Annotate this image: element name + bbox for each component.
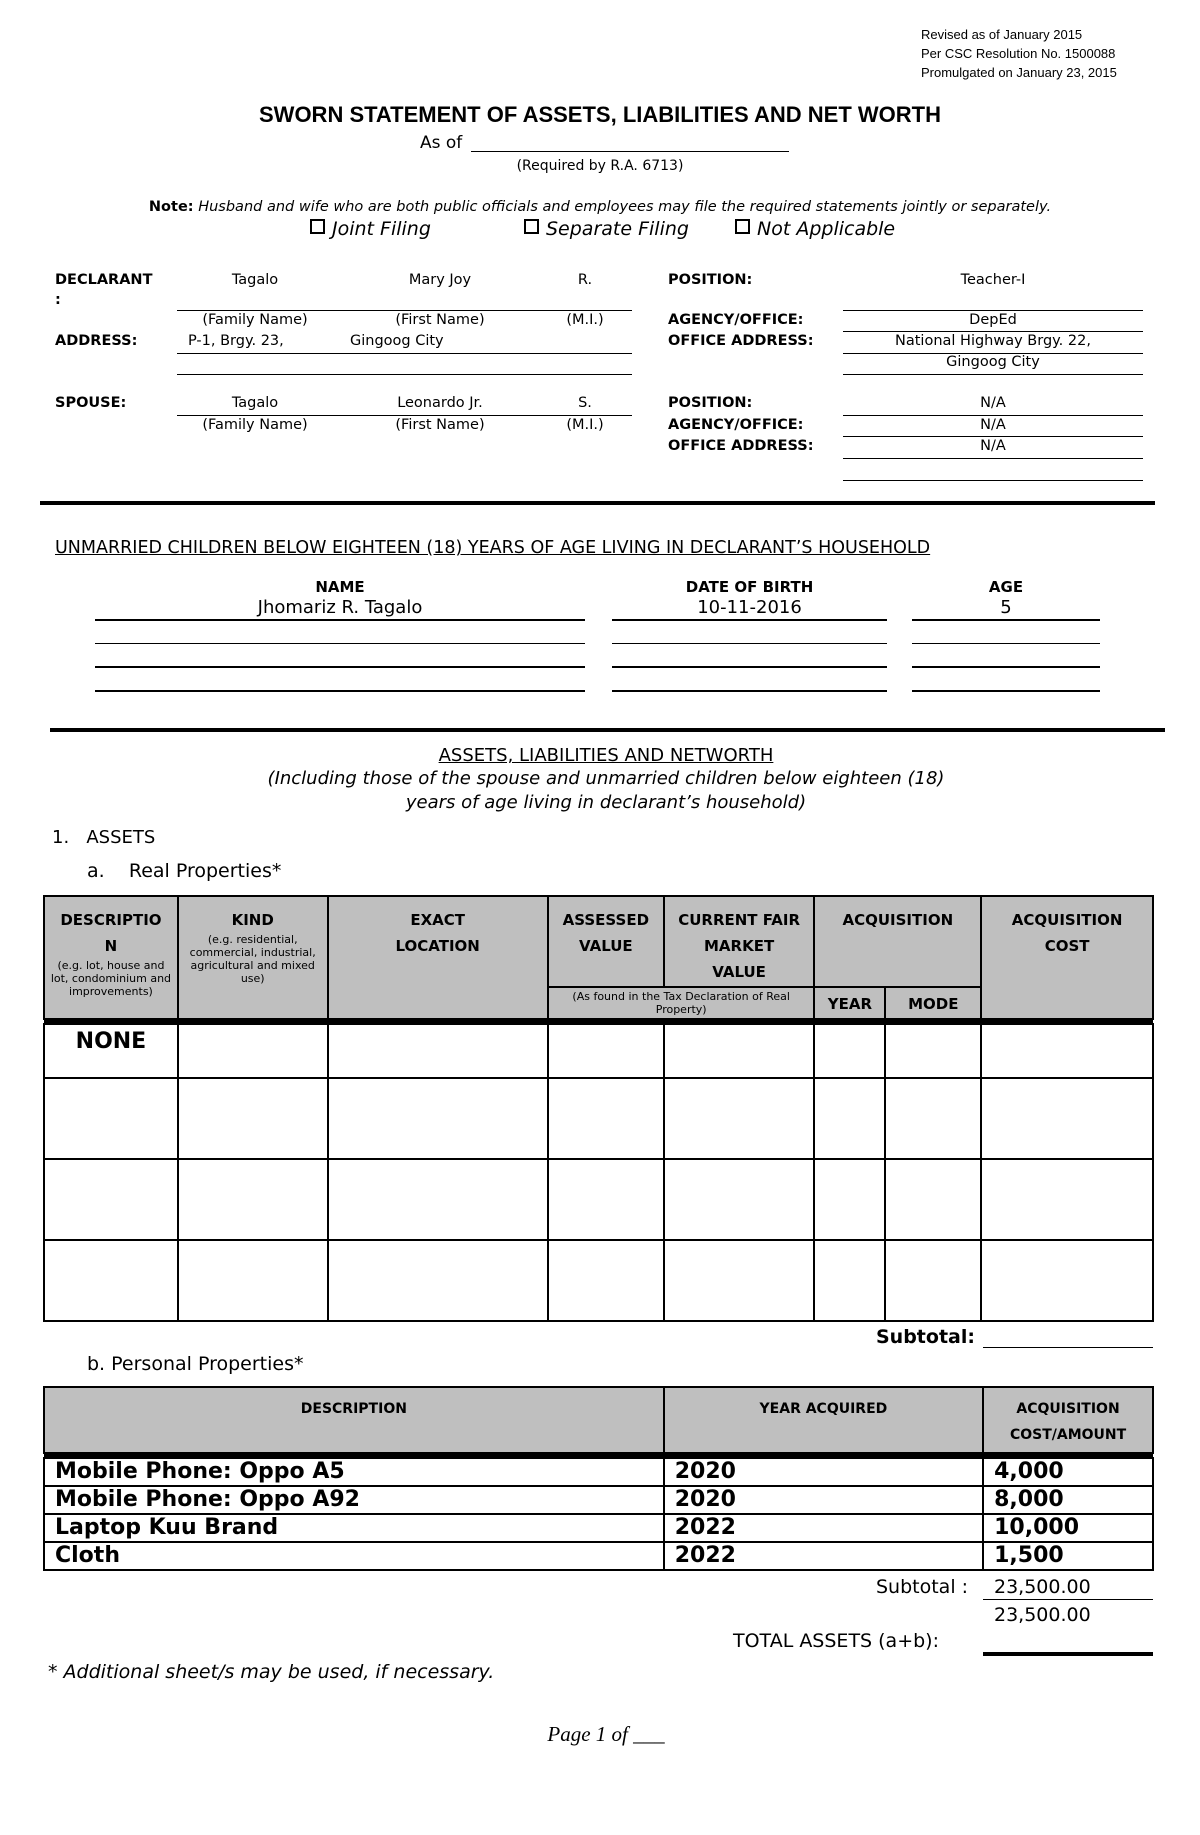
mode-column-header: MODE — [885, 987, 981, 1019]
table-row — [44, 1514, 1153, 1542]
total-assets-label: TOTAL ASSETS (a+b): — [733, 1630, 939, 1652]
address-city: Gingoog City — [350, 333, 444, 349]
pp-year: 2020 — [664, 1458, 983, 1486]
personal-properties-table — [43, 1386, 1154, 1571]
note-text: Husband and wife who are both public officials and employees may file the required statements jointly or separately. — [193, 199, 1052, 215]
exact-location-column-header: EXACT LOCATION — [328, 896, 548, 1019]
document-title: SWORN STATEMENT OF ASSETS, LIABILITIES AND NET WORTH — [259, 102, 941, 127]
children-section-title: UNMARRIED CHILDREN BELOW EIGHTEEN (18) YEARS OF AGE LIVING IN DECLARANT’S HOUSEHOLD — [55, 538, 931, 558]
position-line — [843, 310, 1143, 311]
declarant-family-name: Tagalo — [231, 272, 279, 288]
joint-filing-option[interactable]: Joint Filing — [310, 218, 431, 240]
spouse-agency: N/A — [980, 417, 1006, 433]
declarant-mi: R. — [577, 272, 593, 288]
total-assets-value: 23,500.00 — [994, 1604, 1091, 1626]
pp-cost: 1,500 — [983, 1542, 1153, 1570]
child-line — [912, 619, 1100, 621]
not-applicable-option[interactable]: Not Applicable — [735, 218, 895, 240]
spouse-family-name: Tagalo — [231, 395, 279, 411]
as-of-field[interactable] — [471, 151, 789, 152]
child-line — [612, 643, 887, 644]
real-subtotal-label: Subtotal: — [876, 1326, 975, 1348]
real-property-cell — [178, 1024, 328, 1078]
pp-description: Mobile Phone: Oppo A92 — [44, 1486, 664, 1514]
acquisition-column-header: ACQUISITION — [814, 896, 981, 987]
declarant-first-name: Mary Joy — [408, 272, 472, 288]
first-name-caption: (First Name) — [395, 312, 485, 328]
office-address-line — [843, 480, 1143, 481]
office-address-1: National Highway Brgy. 22, — [895, 333, 1091, 349]
mi-caption: (M.I.) — [566, 417, 604, 433]
position-line — [843, 415, 1143, 416]
agency-label: AGENCY/OFFICE: — [668, 312, 804, 328]
revision-line: Revised as of January 2015 — [921, 27, 1083, 42]
position-label: POSITION: — [668, 272, 753, 288]
pp-cost: 10,000 — [983, 1514, 1153, 1542]
personal-subtotal-line — [983, 1599, 1153, 1600]
assets-subtitle-1: (Including those of the spouse and unmarried children below eighteen (18) — [267, 768, 945, 789]
personal-subtotal-label: Subtotal : — [876, 1576, 969, 1598]
pp-year: 2022 — [664, 1542, 983, 1570]
child-name-header: NAME — [315, 578, 365, 596]
real-property-cell — [885, 1024, 981, 1078]
real-properties-heading: a. Real Properties* — [87, 860, 282, 882]
fair-market-value-column-header: CURRENT FAIR MARKET VALUE — [664, 896, 815, 987]
address-label: ADDRESS: — [55, 333, 138, 349]
assets-item-heading: 1. ASSETS — [52, 827, 156, 848]
real-property-cell: NONE — [44, 1024, 178, 1078]
spouse-position-label: POSITION: — [668, 395, 753, 411]
assets-subtitle-2: years of age living in declarant’s household) — [405, 792, 807, 813]
child-line — [95, 619, 585, 621]
real-property-cell — [814, 1024, 885, 1078]
total-assets-line — [983, 1652, 1153, 1656]
revision-line: Promulgated on January 23, 2015 — [921, 65, 1117, 80]
assessed-value-column-header: ASSESSED VALUE — [548, 896, 664, 987]
declarant-label-colon: : — [55, 292, 61, 308]
pp-description-header: DESCRIPTION — [44, 1387, 664, 1453]
spouse-first-name: Leonardo Jr. — [397, 395, 483, 411]
declarant-name-line — [177, 310, 632, 311]
table-row — [44, 1486, 1153, 1514]
pp-description: Mobile Phone: Oppo A5 — [44, 1458, 664, 1486]
child-line — [612, 690, 887, 692]
page-number: Page 1 of ___ — [547, 1722, 665, 1746]
acquisition-cost-column-header: ACQUISITION COST — [981, 896, 1153, 1019]
family-name-caption: (Family Name) — [202, 312, 308, 328]
real-properties-table — [43, 895, 1154, 1322]
pp-year: 2020 — [664, 1486, 983, 1514]
mi-caption: (M.I.) — [566, 312, 604, 328]
filing-note — [0, 199, 1200, 215]
checkbox-icon[interactable] — [310, 219, 325, 234]
spouse-position: N/A — [980, 395, 1006, 411]
child-line — [95, 666, 585, 668]
revision-line: Per CSC Resolution No. 1500088 — [921, 46, 1116, 61]
declarant-position: Teacher-I — [960, 272, 1026, 288]
year-column-header: YEAR — [814, 987, 885, 1019]
first-name-caption: (First Name) — [395, 417, 485, 433]
spouse-office-address-label: OFFICE ADDRESS: — [668, 438, 814, 454]
table-row — [44, 1458, 1153, 1486]
pp-cost: 8,000 — [983, 1486, 1153, 1514]
office-address-line — [843, 458, 1143, 459]
note-label: Note: — [148, 199, 194, 215]
assets-section-title: ASSETS, LIABILITIES AND NETWORTH — [438, 745, 774, 766]
office-address-line — [843, 374, 1143, 375]
separate-filing-option[interactable]: Separate Filing — [524, 218, 689, 240]
address-line — [177, 353, 632, 354]
agency-line — [843, 436, 1143, 437]
declarant-agency: DepEd — [969, 312, 1017, 328]
table-row — [44, 1240, 1153, 1321]
as-of-label: As of — [420, 133, 463, 153]
real-property-cell — [548, 1024, 664, 1078]
kind-column-header: KIND (e.g. residential, commercial, industrial, agricultural and mixed use) — [178, 896, 328, 1019]
office-address-label: OFFICE ADDRESS: — [668, 333, 814, 349]
personal-properties-heading: b. Personal Properties* — [87, 1353, 304, 1375]
child-age: 5 — [1000, 597, 1012, 618]
description-column-header: DESCRIPTIO N (e.g. lot, house and lot, condominium and improvements) — [44, 896, 178, 1019]
real-property-cell — [664, 1024, 815, 1078]
family-name-caption: (Family Name) — [202, 417, 308, 433]
table-row — [44, 1159, 1153, 1240]
revision-note — [921, 25, 1117, 82]
real-property-cell — [328, 1024, 548, 1078]
real-subtotal-field[interactable] — [983, 1347, 1153, 1348]
agency-line — [843, 331, 1143, 332]
spouse-office-address: N/A — [980, 438, 1006, 454]
pp-year: 2022 — [664, 1514, 983, 1542]
child-line — [912, 666, 1100, 668]
pp-year-header: YEAR ACQUIRED — [664, 1387, 983, 1453]
office-address-2: Gingoog City — [946, 354, 1040, 370]
pp-cost: 4,000 — [983, 1458, 1153, 1486]
child-dob-header: DATE OF BIRTH — [685, 578, 814, 596]
child-line — [612, 619, 887, 621]
child-line — [912, 643, 1100, 644]
child-dob: 10-11-2016 — [697, 597, 802, 618]
tax-declaration-note: (As found in the Tax Declaration of Real Property) — [548, 987, 815, 1019]
personal-subtotal-value: 23,500.00 — [994, 1576, 1091, 1598]
real-property-cell — [981, 1024, 1153, 1078]
child-name: Jhomariz R. Tagalo — [257, 597, 423, 618]
required-by: (Required by R.A. 6713) — [516, 158, 684, 174]
child-line — [912, 690, 1100, 692]
child-line — [95, 690, 585, 692]
checkbox-icon[interactable] — [524, 219, 539, 234]
pp-cost-header: ACQUISITION COST/AMOUNT — [983, 1387, 1153, 1453]
child-line — [95, 643, 585, 644]
table-row — [44, 1078, 1153, 1159]
spouse-mi: S. — [578, 395, 592, 411]
spouse-label: SPOUSE: — [55, 395, 127, 411]
address-line — [177, 374, 632, 375]
spouse-name-line — [177, 415, 632, 416]
section-divider — [40, 501, 1155, 505]
checkbox-icon[interactable] — [735, 219, 750, 234]
pp-description: Laptop Kuu Brand — [44, 1514, 664, 1542]
spouse-agency-label: AGENCY/OFFICE: — [668, 417, 804, 433]
table-row — [44, 1542, 1153, 1570]
declarant-label: DECLARANT — [55, 272, 153, 288]
address-street: P-1, Brgy. 23, — [188, 333, 284, 349]
child-line — [612, 666, 887, 668]
section-divider — [50, 728, 1165, 732]
child-age-header: AGE — [988, 578, 1024, 596]
pp-description: Cloth — [44, 1542, 664, 1570]
additional-sheets-note: * Additional sheet/s may be used, if necessary. — [48, 1661, 495, 1683]
